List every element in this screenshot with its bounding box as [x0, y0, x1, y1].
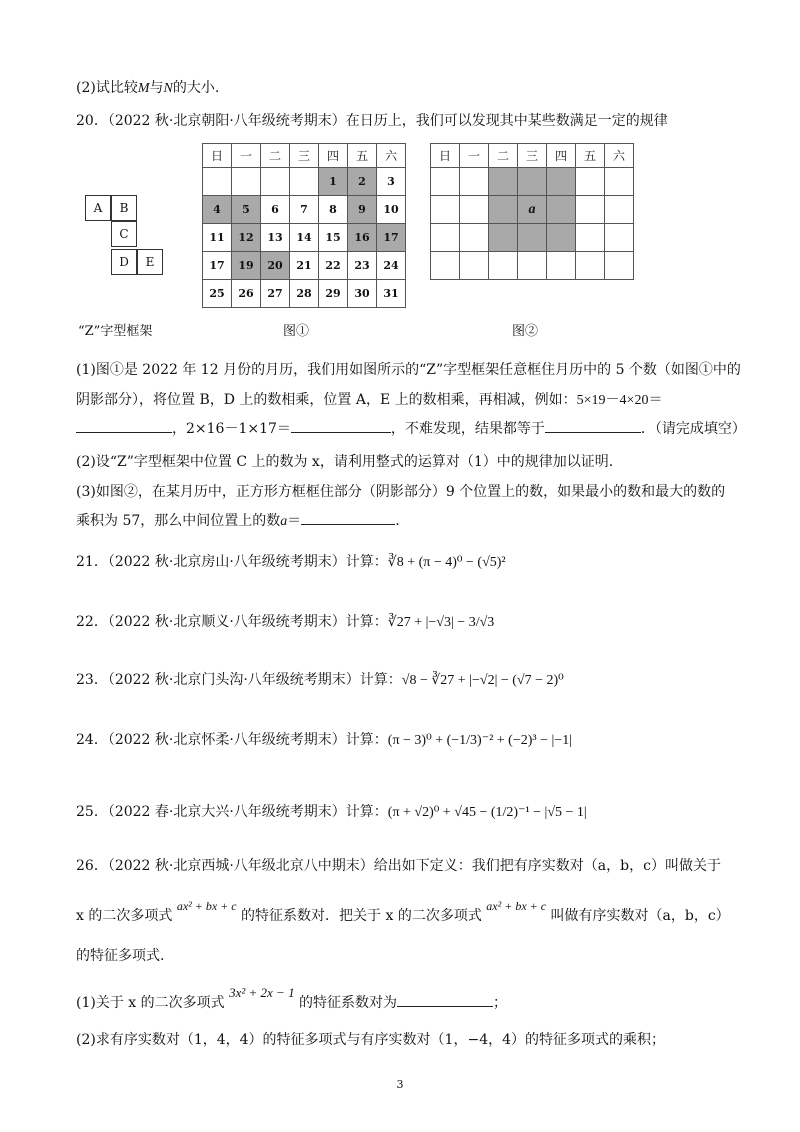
figure-1-caption: 图① [283, 324, 310, 339]
answer-blank-5[interactable] [397, 992, 493, 1007]
cal1-day: 6 [261, 196, 290, 224]
cal2-header-cell: 三 [518, 144, 547, 168]
q20-part3-line2: 乘积为 57，那么中间位置上的数a＝ . [76, 510, 400, 532]
cal1-day [203, 168, 232, 196]
cal2-cell [605, 168, 634, 196]
cal1-day: 27 [261, 280, 290, 308]
cal1-day: 17 [377, 224, 406, 252]
q24-expression: (π − 3)⁰ + (−1/3)⁻² + (−2)³ − |−1| [387, 733, 572, 748]
cal2-cell [489, 224, 518, 252]
cal2-cell [489, 168, 518, 196]
cal1-day: 22 [319, 252, 348, 280]
cal1-header-cell: 日 [203, 144, 232, 168]
cal1-day [261, 168, 290, 196]
cal2-cell [605, 252, 634, 280]
q21-expression: ∛8 + (π − 4)⁰ − (√5)² [387, 555, 506, 570]
cal1-header-cell: 四 [319, 144, 348, 168]
cal1-header-cell: 三 [290, 144, 319, 168]
q25-expression: (π + √2)⁰ + √45 − (1/2)⁻¹ − |√5 − 1| [387, 805, 587, 820]
cal2-cell [576, 196, 605, 224]
cal1-day: 4 [203, 196, 232, 224]
cal1-day: 11 [203, 224, 232, 252]
cal1-day: 20 [261, 252, 290, 280]
cal1-day: 8 [319, 196, 348, 224]
cal1-day: 28 [290, 280, 319, 308]
cal2-cell [547, 224, 576, 252]
cal2-header-cell: 二 [489, 144, 518, 168]
figure-2-caption: 图② [512, 324, 539, 339]
calendar-figure-2 [430, 143, 634, 280]
q26-part1: (1)关于 x 的二次多项式 3x² + 2x − 1 的特征系数对为 ； [76, 985, 508, 1011]
z-cell-a: A [85, 195, 111, 221]
q23: 23．（2022 秋·北京门头沟·八年级统考期末）计算：√8 − ∛27 + |−√2| − (√7 − 2)⁰ [76, 672, 564, 688]
cal2-cell [547, 252, 576, 280]
cal1-day: 14 [290, 224, 319, 252]
cal2-cell [518, 252, 547, 280]
q22-expression: ∛27 + |−√3| − 3/√3 [387, 615, 495, 630]
cal1-day [290, 168, 319, 196]
cal2-cell [605, 224, 634, 252]
cal1-day: 30 [348, 280, 377, 308]
cal1-header-cell: 一 [232, 144, 261, 168]
q20-stem: 20．（2022 秋·北京朝阳·八年级统考期末）在日历上，我们可以发现其中某些数满足一定的规律 [76, 113, 668, 129]
z-caption: “Z”字型框架 [78, 324, 153, 339]
z-cell-b: B [111, 195, 137, 221]
cal2-center-cell: a [518, 196, 547, 224]
cal2-cell [518, 168, 547, 196]
cal1-day: 9 [348, 196, 377, 224]
cal2-cell [460, 196, 489, 224]
cal2-cell [576, 252, 605, 280]
cal2-cell [576, 168, 605, 196]
cal2-cell [431, 224, 460, 252]
q26-poly-1: ax² + bx + c [176, 899, 237, 913]
calendar-figure-1 [202, 143, 406, 308]
answer-blank-1[interactable] [76, 418, 172, 433]
cal1-day: 15 [319, 224, 348, 252]
q20-part1-line3: ，2×16－1×17＝ ，不难发现，结果都等于 ．（请完成填空） [76, 418, 746, 439]
cal1-day: 12 [232, 224, 261, 252]
cal2-cell [489, 196, 518, 224]
cal2-cell [431, 252, 460, 280]
cal1-day: 19 [232, 252, 261, 280]
q26-line1: 26．（2022 秋·北京西城·八年级北京八中期末）给出如下定义：我们把有序实数对（a，b，c）叫做关于 [76, 858, 721, 874]
q26-line2: x 的二次多项式 ax² + bx + c 的特征系数对．把关于 x 的二次多项式 ax² + bx + c 叫做有序实数对（a，b，c） [76, 899, 730, 924]
q20-part3-line1: (3)如图②，在某月历中，正方形方框框住部分（阴影部分）9 个位置上的数，如果最小的数和最大的数的 [76, 484, 726, 500]
cal2-cell [605, 196, 634, 224]
cal2-cell [576, 224, 605, 252]
q19-part2: (2)试比较M与N的大小. [76, 80, 220, 96]
cal2-cell [547, 168, 576, 196]
cal1-header-cell: 二 [261, 144, 290, 168]
cal1-header-cell: 六 [377, 144, 406, 168]
cal1-day: 26 [232, 280, 261, 308]
answer-blank-3[interactable] [545, 418, 641, 433]
answer-blank-4[interactable] [301, 510, 395, 525]
q26-line3: 的特征多项式. [76, 948, 165, 964]
cal1-day: 31 [377, 280, 406, 308]
cal1-day: 1 [319, 168, 348, 196]
cal1-day: 21 [290, 252, 319, 280]
cal1-day: 10 [377, 196, 406, 224]
cal2-cell [431, 196, 460, 224]
cal2-cell [431, 168, 460, 196]
q22: 22．（2022 秋·北京顺义·八年级统考期末）计算：∛27 + |−√3| − 3/√3 [76, 614, 495, 630]
cal2-cell [547, 196, 576, 224]
z-cell-e: E [137, 249, 163, 275]
cal1-day [232, 168, 261, 196]
cal2-header-cell: 一 [460, 144, 489, 168]
z-cell-c: C [111, 221, 137, 247]
cal2-cell [460, 252, 489, 280]
q20-part1-line2: 阴影部分），将位置 B，D 上的数相乘，位置 A，E 上的数相乘，再相减，例如：5×19－4×20＝ [76, 392, 663, 408]
cal1-day: 24 [377, 252, 406, 280]
q26-part2: (2)求有序实数对（1，4，4）的特征多项式与有序实数对（1，−4，4）的特征多项式的乘积； [76, 1032, 666, 1048]
q26-poly-2: ax² + bx + c [486, 899, 547, 913]
cal2-cell [460, 224, 489, 252]
cal1-day: 23 [348, 252, 377, 280]
cal2-header-cell: 日 [431, 144, 460, 168]
q20-part2: (2)设“Z”字型框架中位置 C 上的数为 x，请利用整式的运算对（1）中的规律加以证明. [76, 454, 614, 470]
cal1-day: 5 [232, 196, 261, 224]
cal2-header-cell: 四 [547, 144, 576, 168]
z-cell-d: D [111, 249, 137, 275]
cal1-day: 3 [377, 168, 406, 196]
cal1-day: 13 [261, 224, 290, 252]
cal1-day: 7 [290, 196, 319, 224]
cal1-day: 29 [319, 280, 348, 308]
cal1-header-cell: 五 [348, 144, 377, 168]
answer-blank-2[interactable] [291, 418, 391, 433]
cal1-day: 2 [348, 168, 377, 196]
q26-part1-poly: 3x² + 2x − 1 [229, 985, 295, 1000]
cal2-header-cell: 六 [605, 144, 634, 168]
cal1-day: 17 [203, 252, 232, 280]
cal1-day: 16 [348, 224, 377, 252]
q24: 24．（2022 秋·北京怀柔·八年级统考期末）计算：(π − 3)⁰ + (−1/3)⁻² + (−2)³ − |−1| [76, 732, 572, 748]
q20-part1-line1: (1)图①是 2022 年 12 月份的月历，我们用如图所示的“Z”字型框架任意框住月历中的 5 个数（如图①中的 [76, 362, 741, 378]
cal2-header-cell: 五 [576, 144, 605, 168]
q25: 25．（2022 春·北京大兴·八年级统考期末）计算：(π + √2)⁰ + √45 − (1/2)⁻¹ − |√5 − 1| [76, 804, 587, 820]
cal2-cell [518, 224, 547, 252]
cal1-day: 25 [203, 280, 232, 308]
q23-expression: √8 − ∛27 + |−√2| − (√7 − 2)⁰ [401, 673, 564, 688]
page-number: 3 [396, 1078, 404, 1091]
cal2-cell [460, 168, 489, 196]
cal2-cell [489, 252, 518, 280]
q21: 21．（2022 秋·北京房山·八年级统考期末）计算：∛8 + (π − 4)⁰ − (√5)² [76, 554, 506, 570]
